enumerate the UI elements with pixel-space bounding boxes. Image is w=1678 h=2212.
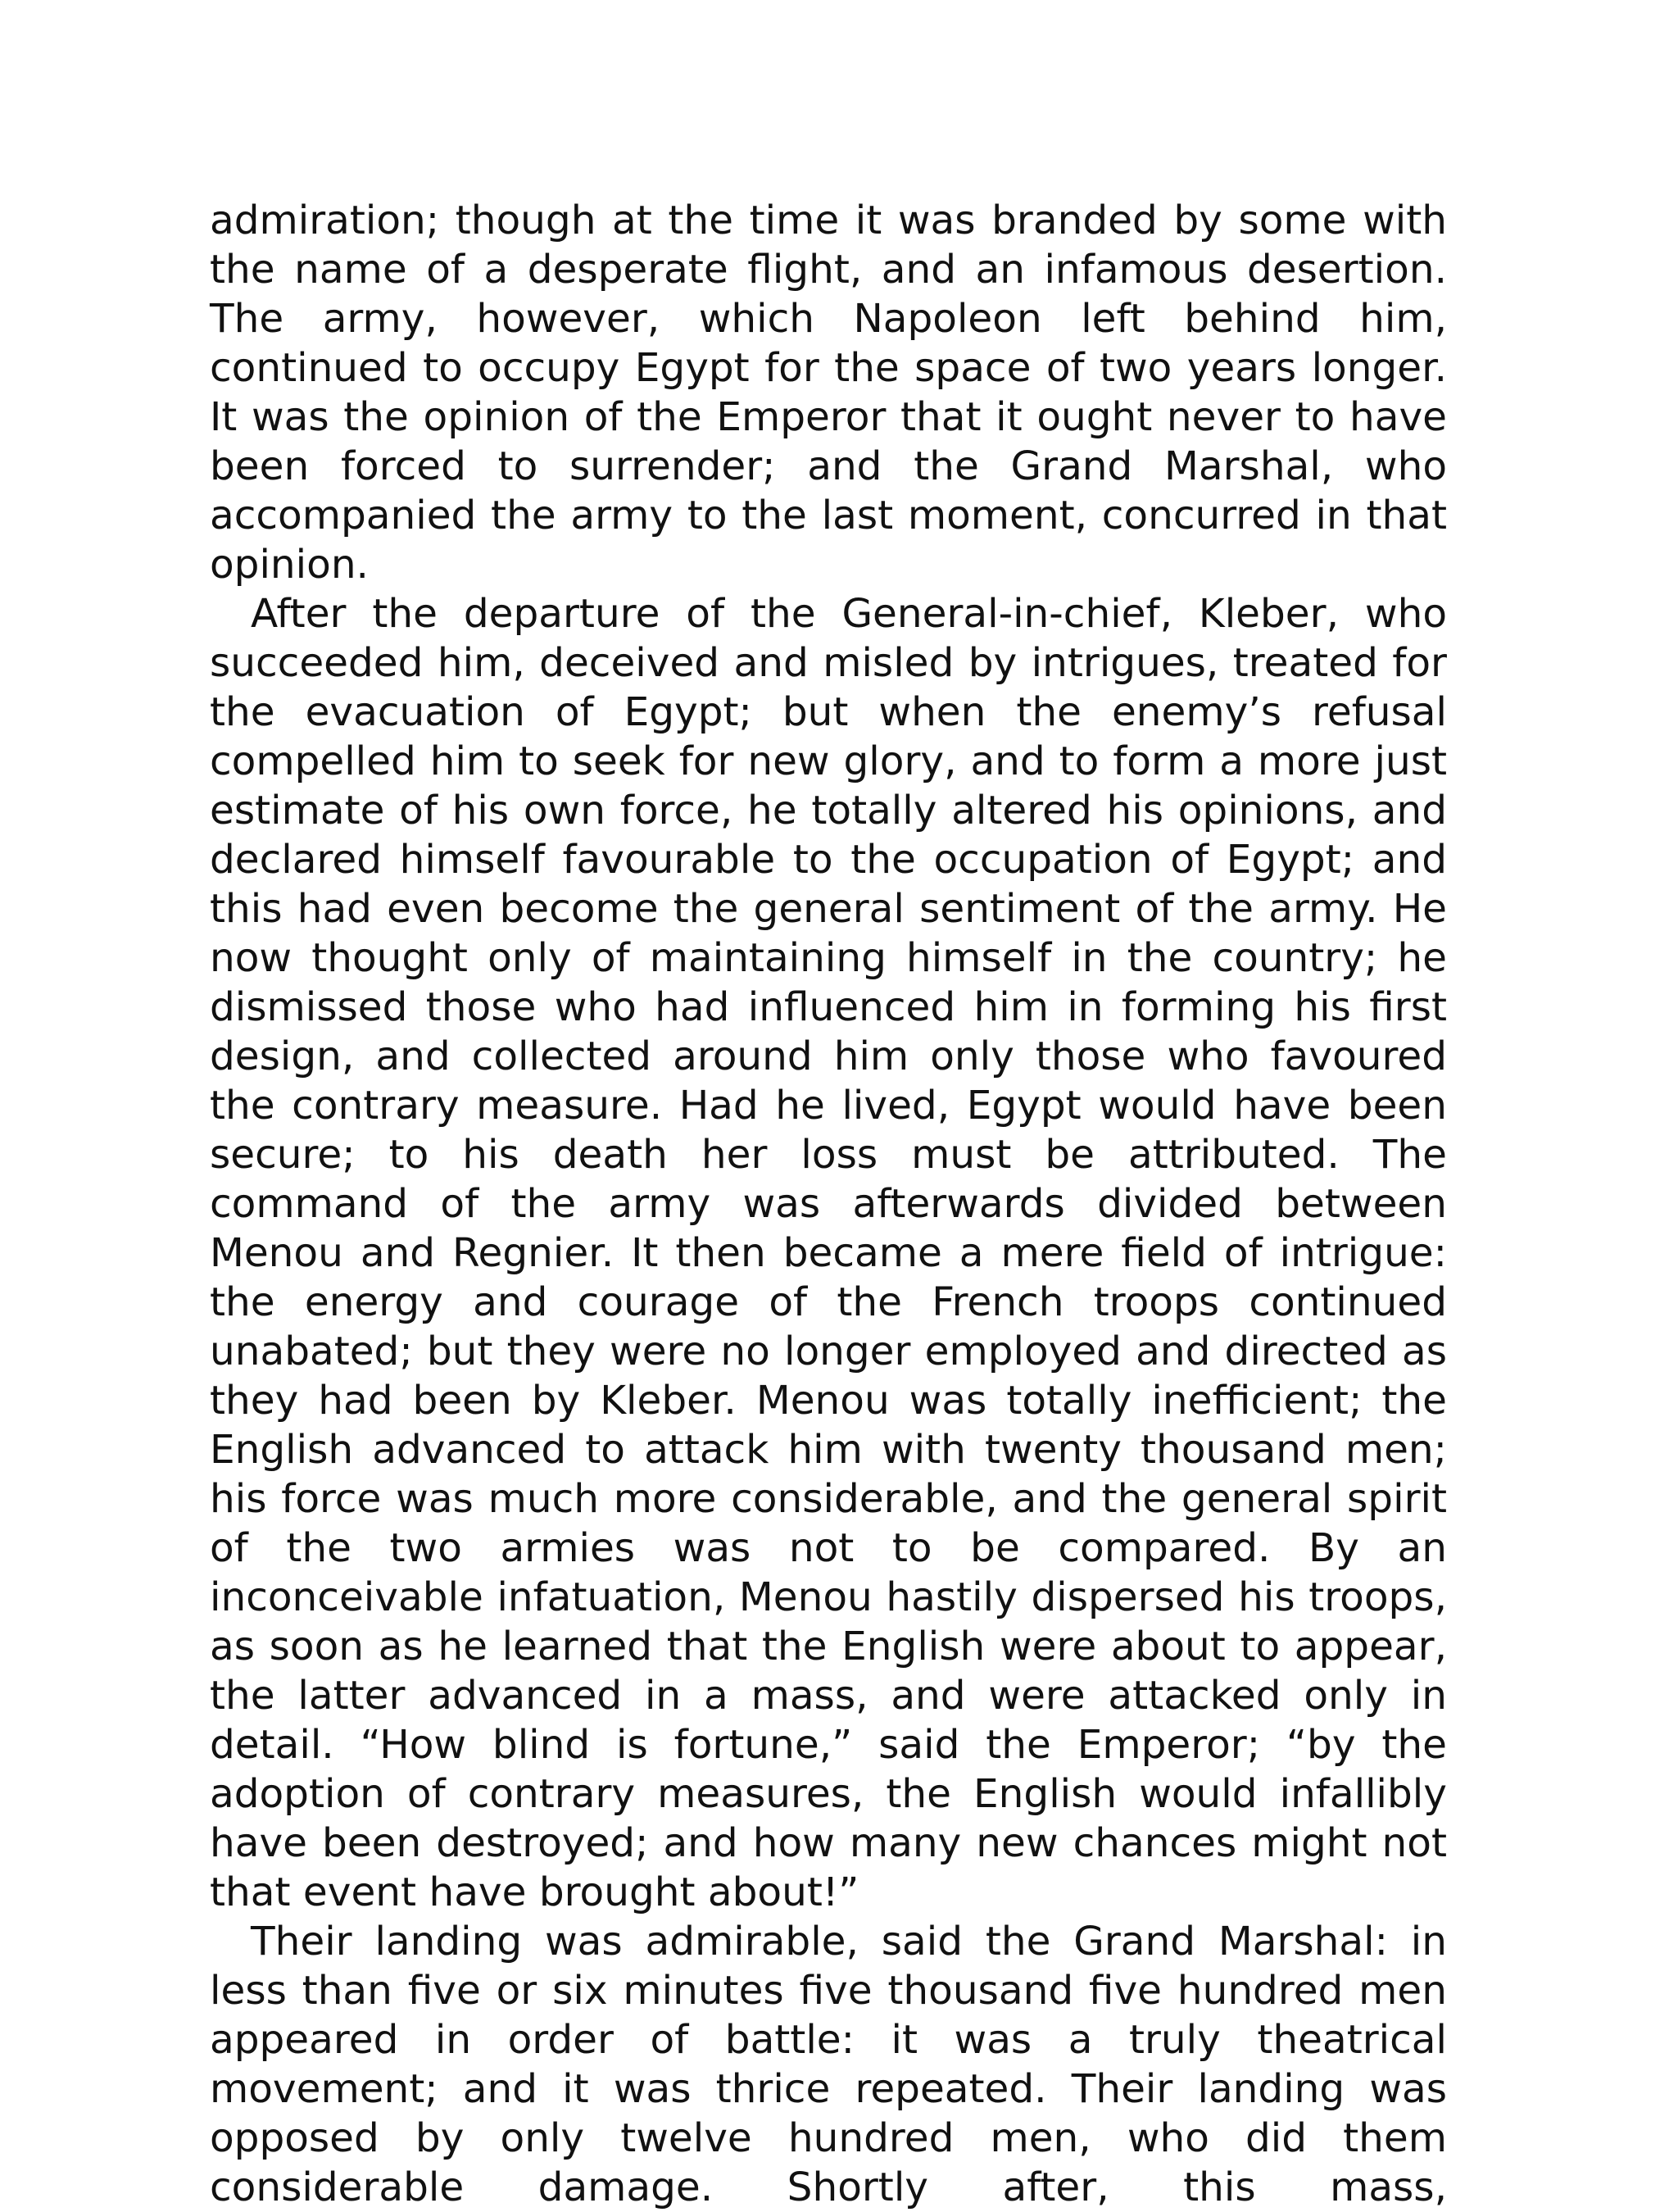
paragraph-continuation: admiration; though at the time it was branded by some with the name of a desperate flight, and an infamous desertion. The army, however, which Napoleon left behind him, continued to occupy Egypt for the space of two years longer. It was the opinion of the Emperor that it ought never to have been forced to surrender; and the Grand Marshal, who accompanied the army to the last moment, concurred in that opinion. <box>210 198 1447 588</box>
paragraph-landing: Their landing was admirable, said the Grand Marshal: in less than five or six minutes five thousand five hundred men appeared in order of battle: it was a truly theatrical movement; and it was thrice repeated. Their landing was opposed by only twelve hundred men, who did them considerable damage. Shortly after, this mass, <box>210 1919 1447 2210</box>
paragraph-kleber: After the departure of the General-in-chief, Kleber, who succeeded him, deceived and misled by intrigues, treated for the evacuation of Egypt; but when the enemy’s refusal compelled him to seek for new glory, and to form a more just estimate of his own force, he totally altered his opinions, and declared himself favourable to the occupation of Egypt; and this had even become the general sentiment of the army. He now thought only of maintaining himself in the country; he dismissed those who had influenced him in forming his first design, and collected around him only those who favoured the contrary measure. Had he lived, Egypt would have been secure; to his death her loss must be attributed. The command of the army was afterwards divided between Menou and Regnier. It then became a mere field of intrigue: the energy and courage of the French troops continued unabated; but they were no longer employed and directed as they had been by Kleber. Menou was totally inefficient; the English advanced to attack him with twenty thousand men; his force was much more considerable, and the general spirit of the two armies was not to be compared. By an inconceivable infatuation, Menou hastily dispersed his troops, as soon as he learned that the English were about to appear, the latter advanced in a mass, and were attacked only in detail. “How blind is fortune,” said the Emperor; “by the adoption of contrary measures, the English would infallibly have been destroyed; and how many new chances might not that event have brought about!” <box>210 591 1447 1915</box>
body-text <box>210 196 1447 2212</box>
